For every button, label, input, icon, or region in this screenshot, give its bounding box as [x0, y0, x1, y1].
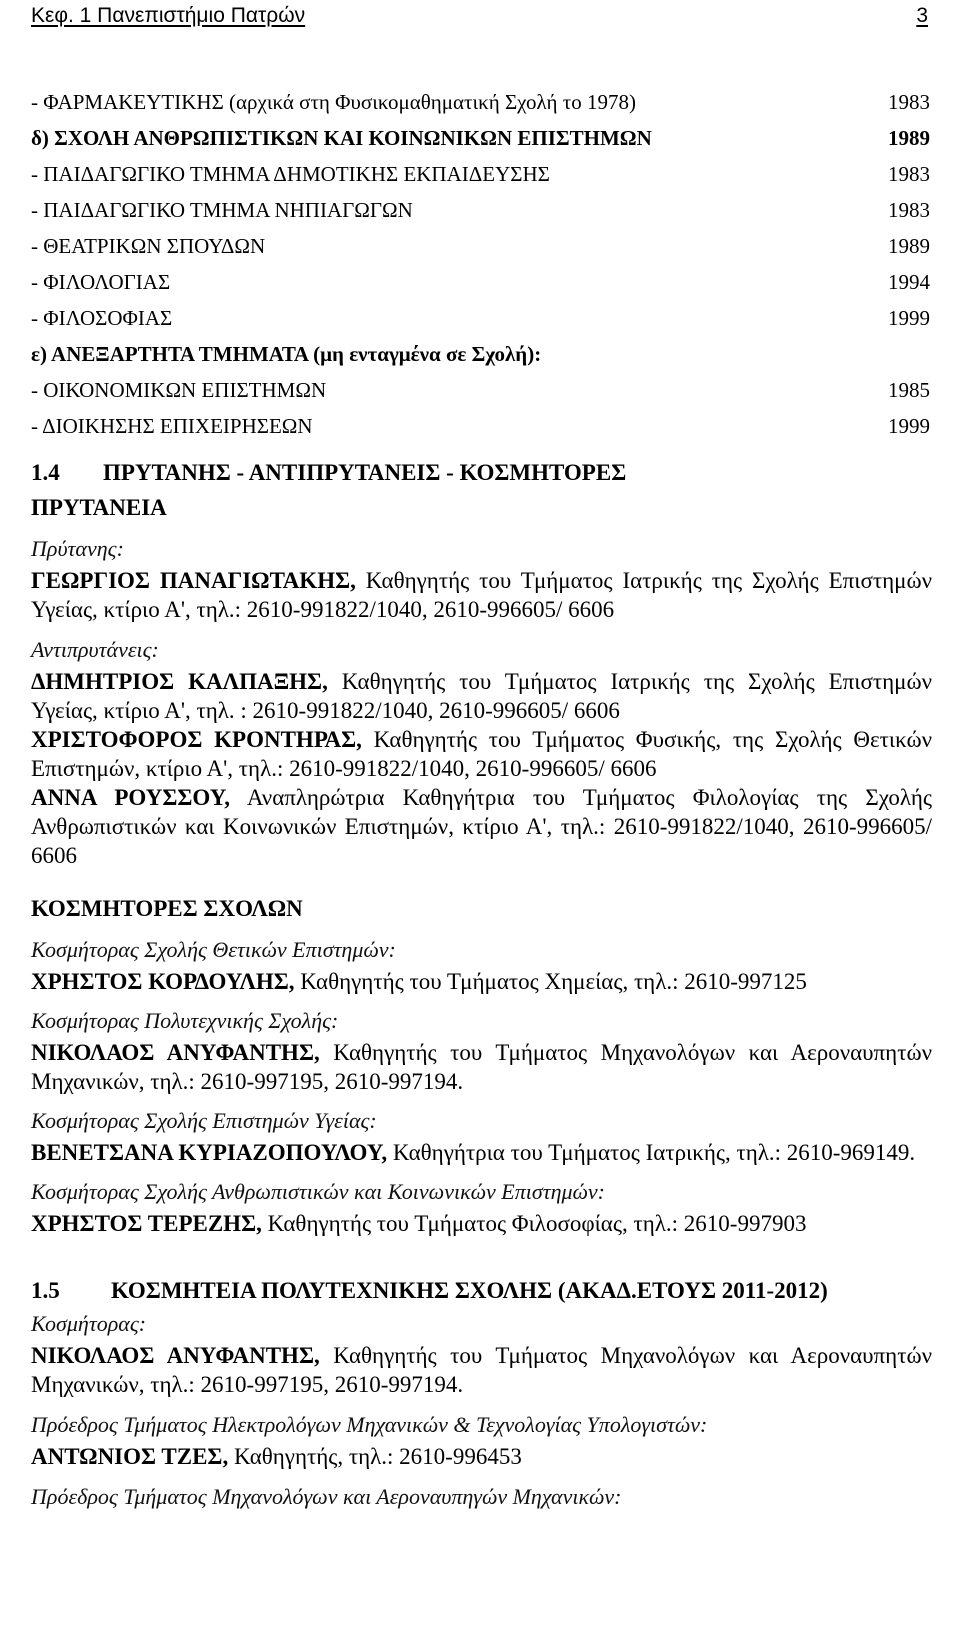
- department-list: [31, 90, 932, 450]
- department-chair-role: Πρόεδρος Τμήματος Ηλεκτρολόγων Μηχανικών & Τεχνολογίας Υπολογιστών:: [31, 1412, 708, 1437]
- department-chair-entry: ΑΝΤΩΝΙΟΣ ΤΖΕΣ, Καθηγητής, τηλ.: 2610-996453: [31, 1444, 522, 1469]
- list-item: - ΠΑΙΔΑΓΩΓΙΚΟ ΤΜΗΜΑ ΝΗΠΙΑΓΩΓΩΝ 1983: [31, 198, 930, 222]
- dean-role: Κοσμήτορας Σχολής Επιστημών Υγείας:: [31, 1108, 377, 1133]
- list-item: - ΦΑΡΜΑΚΕΥΤΙΚΗΣ (αρχικά στη Φυσικομαθηματική Σχολή το 1978) 1983: [31, 90, 930, 114]
- dean-role: Κοσμήτορας Πολυτεχνικής Σχολής:: [31, 1008, 339, 1033]
- list-item: ε) ΑΝΕΞΑΡΤΗΤΑ ΤΜΗΜΑΤΑ (μη ενταγμένα σε Σχολή):: [31, 342, 542, 366]
- department-chair-role: Πρόεδρος Τμήματος Μηχανολόγων και Αεροναυπηγών Μηχανικών:: [31, 1484, 622, 1509]
- section-heading-1-5: 1.5 ΚΟΣΜΗΤΕΙΑ ΠΟΛΥΤΕΧΝΙΚΗΣ ΣΧΟΛΗΣ (ΑΚΑΔ.ΕΤΟΥΣ 2011-2012): [31, 1278, 828, 1303]
- list-item: - ΟΙΚΟΝΟΜΙΚΩΝ ΕΠΙΣΤΗΜΩΝ 1985: [31, 378, 930, 402]
- chapter-title: Κεφ. 1 Πανεπιστήμιο Πατρών: [31, 4, 306, 27]
- list-item: - ΦΙΛΟΣΟΦΙΑΣ 1999: [31, 306, 930, 330]
- vice-rector-entry: ΧΡΙΣΤΟΦΟΡΟΣ ΚΡΟΝΤΗΡΑΣ, Καθηγητής του Τμήματος Φυσικής, της Σχολής Θετικών Επιστημών, κτίριο Α', τηλ.: 2610-991822/1040, 2610-996605/ 6606: [31, 727, 932, 781]
- list-item: - ΦΙΛΟΛΟΓΙΑΣ 1994: [31, 270, 930, 294]
- dean-entry: ΝΙΚΟΛΑΟΣ ΑΝΥΦΑΝΤΗΣ, Καθηγητής του Τμήματος Μηχανολόγων και Αεροναυπητών Μηχανικών, τηλ.: 2610-997195, 2610-997194.: [31, 1040, 932, 1094]
- section-heading-1-4: 1.4 ΠΡΥΤΑΝΗΣ - ΑΝΤΙΠΡΥΤΑΝΕΙΣ - ΚΟΣΜΗΤΟΡΕΣ: [31, 460, 627, 485]
- dean-entry: ΧΡΗΣΤΟΣ ΚΟΡΔΟΥΛΗΣ, Καθηγητής του Τμήματος Χημείας, τηλ.: 2610-997125: [31, 969, 807, 994]
- dean-entry: ΝΙΚΟΛΑΟΣ ΑΝΥΦΑΝΤΗΣ, Καθηγητής του Τμήματος Μηχανολόγων και Αεροναυπητών Μηχανικών, τηλ.: 2610-997195, 2610-997194.: [31, 1343, 932, 1397]
- dean-entry: ΧΡΗΣΤΟΣ ΤΕΡΕΖΗΣ, Καθηγητής του Τμήματος Φιλοσοφίας, τηλ.: 2610-997903: [31, 1211, 807, 1236]
- list-item: - ΘΕΑΤΡΙΚΩΝ ΣΠΟΥΔΩΝ 1989: [31, 234, 930, 258]
- rectorate-heading: ΠΡΥΤΑΝΕΙΑ: [31, 495, 167, 520]
- list-item: - ΠΑΙΔΑΓΩΓΙΚΟ ΤΜΗΜΑ ΔΗΜΟΤΙΚΗΣ ΕΚΠΑΙΔΕΥΣΗΣ 1983: [31, 162, 930, 186]
- vice-rector-entry: ΔΗΜΗΤΡΙΟΣ ΚΑΛΠΑΞΗΣ, Καθηγητής του Τμήματος Ιατρικής της Σχολής Επιστημών Υγείας, κτίριο Α', τηλ. : 2610-991822/1040, 2610-996605/ 6606: [31, 669, 932, 723]
- deans-heading: ΚΟΣΜΗΤΟΡΕΣ ΣΧΟΛΩΝ: [31, 896, 303, 921]
- page-number: 3: [916, 4, 928, 27]
- dean-role: Κοσμήτορας:: [31, 1311, 147, 1336]
- page-header: [31, 0, 932, 28]
- dean-role: Κοσμήτορας Σχολής Θετικών Επιστημών:: [31, 937, 396, 962]
- dean-entry: ΒΕΝΕΤΣΑΝΑ ΚΥΡΙΑΖΟΠΟΥΛΟΥ, Καθηγήτρια του Τμήματος Ιατρικής, τηλ.: 2610-969149.: [31, 1140, 916, 1165]
- list-item: - ΔΙΟΙΚΗΣΗΣ ΕΠΙΧΕΙΡΗΣΕΩΝ 1999: [31, 414, 930, 438]
- list-item: δ) ΣΧΟΛΗ ΑΝΘΡΩΠΙΣΤΙΚΩΝ ΚΑΙ ΚΟΙΝΩΝΙΚΩΝ ΕΠΙΣΤΗΜΩΝ 1989: [31, 126, 930, 150]
- rector-entry: ΓΕΩΡΓΙΟΣ ΠΑΝΑΓΙΩΤΑΚΗΣ, Καθηγητής του Τμήματος Ιατρικής της Σχολής Επιστημών Υγείας, κτίριο Α', τηλ.: 2610-991822/1040, 2610-996605/ 6606: [31, 568, 932, 622]
- vice-rector-entry: ΑΝΝΑ ΡΟΥΣΣΟΥ, Αναπληρώτρια Καθηγήτρια του Τμήματος Φιλολογίας της Σχολής Ανθρωπιστικών και Κοινωνικών Επιστημών, κτίριο Α', τηλ.: 2610-991822/1040, 2610-996605/ 6606: [31, 785, 932, 868]
- rector-role: Πρύτανης:: [31, 536, 124, 561]
- dean-role: Κοσμήτορας Σχολής Ανθρωπιστικών και Κοινωνικών Επιστημών:: [31, 1179, 605, 1204]
- vice-rectors-role: Αντιπρυτάνεις:: [31, 637, 159, 662]
